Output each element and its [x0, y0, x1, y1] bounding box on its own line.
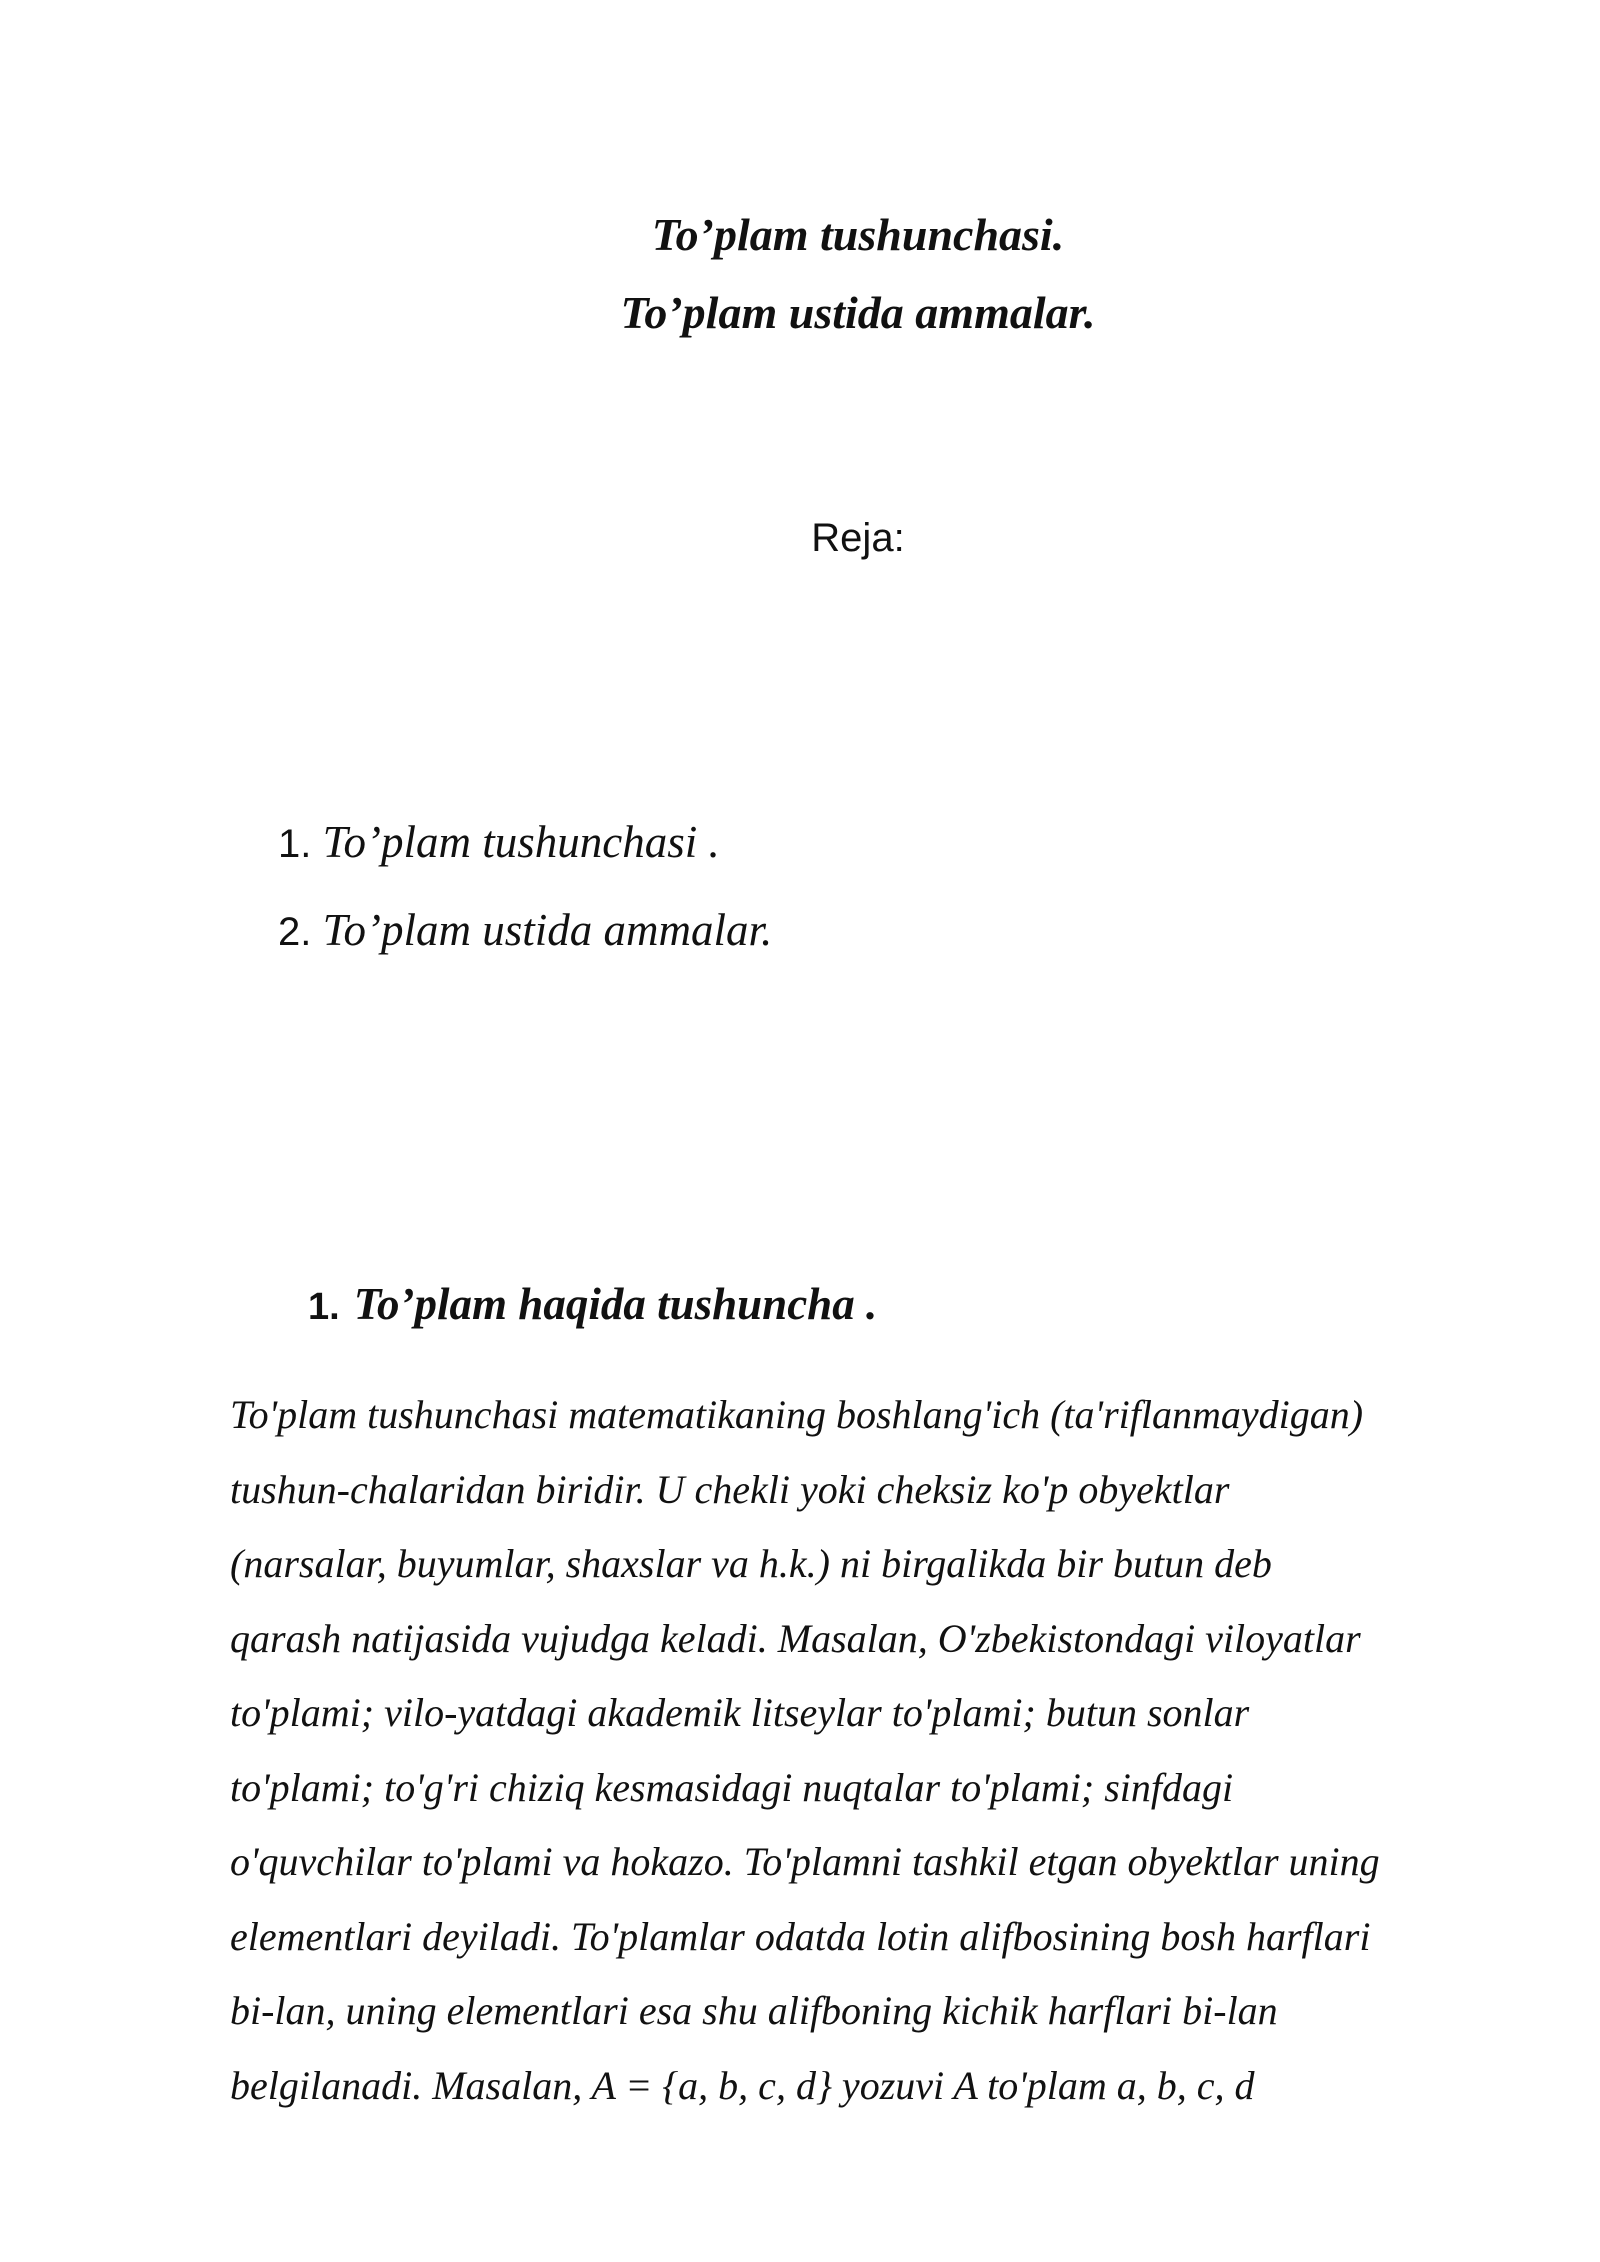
- plan-item-number: 1.: [278, 822, 312, 866]
- body-line: qarash natijasida vujudga keladi. Masalan, O'zbekistondagi viloyatlar: [230, 1615, 1361, 1661]
- body-line: o'quvchilar to'plami va hokazo. To'plamni tashkil etgan obyektlar uning: [230, 1839, 1380, 1884]
- plan-item-text: To’plam tushunchasi .: [322, 817, 720, 867]
- body-line: to'plami; to'g'ri chiziq kesmasidagi nuqtalar to'plami; sinfdagi: [230, 1764, 1234, 1810]
- body-line: (narsalar, buyumlar, shaxslar va h.k.) ni birgalikda bir butun deb: [230, 1541, 1272, 1586]
- body-paragraph: [230, 1378, 1480, 2123]
- document-title-line-2: To’plam ustida ammalar.: [620, 287, 1096, 338]
- plan-item-1: [278, 817, 720, 867]
- body-line: bi-lan, uning elementlari esa shu alifboning kichik harflari bi-lan: [230, 1988, 1278, 2033]
- body-line: To'plam tushunchasi matematikaning boshlang'ich (ta'riflanmaydigan): [230, 1392, 1364, 1437]
- plan-item-2: [278, 905, 773, 955]
- plan-item-text: To’plam ustida ammalar.: [322, 905, 773, 955]
- section-title: To’plam haqida tushuncha .: [353, 1279, 878, 1329]
- plan-heading: Reja:: [811, 516, 905, 560]
- plan-item-number: 2.: [278, 910, 312, 954]
- section-heading: [308, 1279, 878, 1329]
- section-number: 1.: [308, 1286, 340, 1328]
- body-line: elementlari deyiladi. To'plamlar odatda lotin alifbosining bosh harflari: [230, 1913, 1371, 1959]
- body-line: to'plami; vilo-yatdagi akademik litseylar to'plami; butun sonlar: [230, 1690, 1250, 1735]
- body-line: tushun-chalaridan biridir. U chekli yoki cheksiz ko'p obyektlar: [230, 1466, 1230, 1512]
- body-line: belgilanadi. Masalan, A = {a, b, c, d} yozuvi A to'plam a, b, c, d: [230, 2062, 1255, 2108]
- document-title-line-1: To’plam tushunchasi.: [651, 209, 1065, 260]
